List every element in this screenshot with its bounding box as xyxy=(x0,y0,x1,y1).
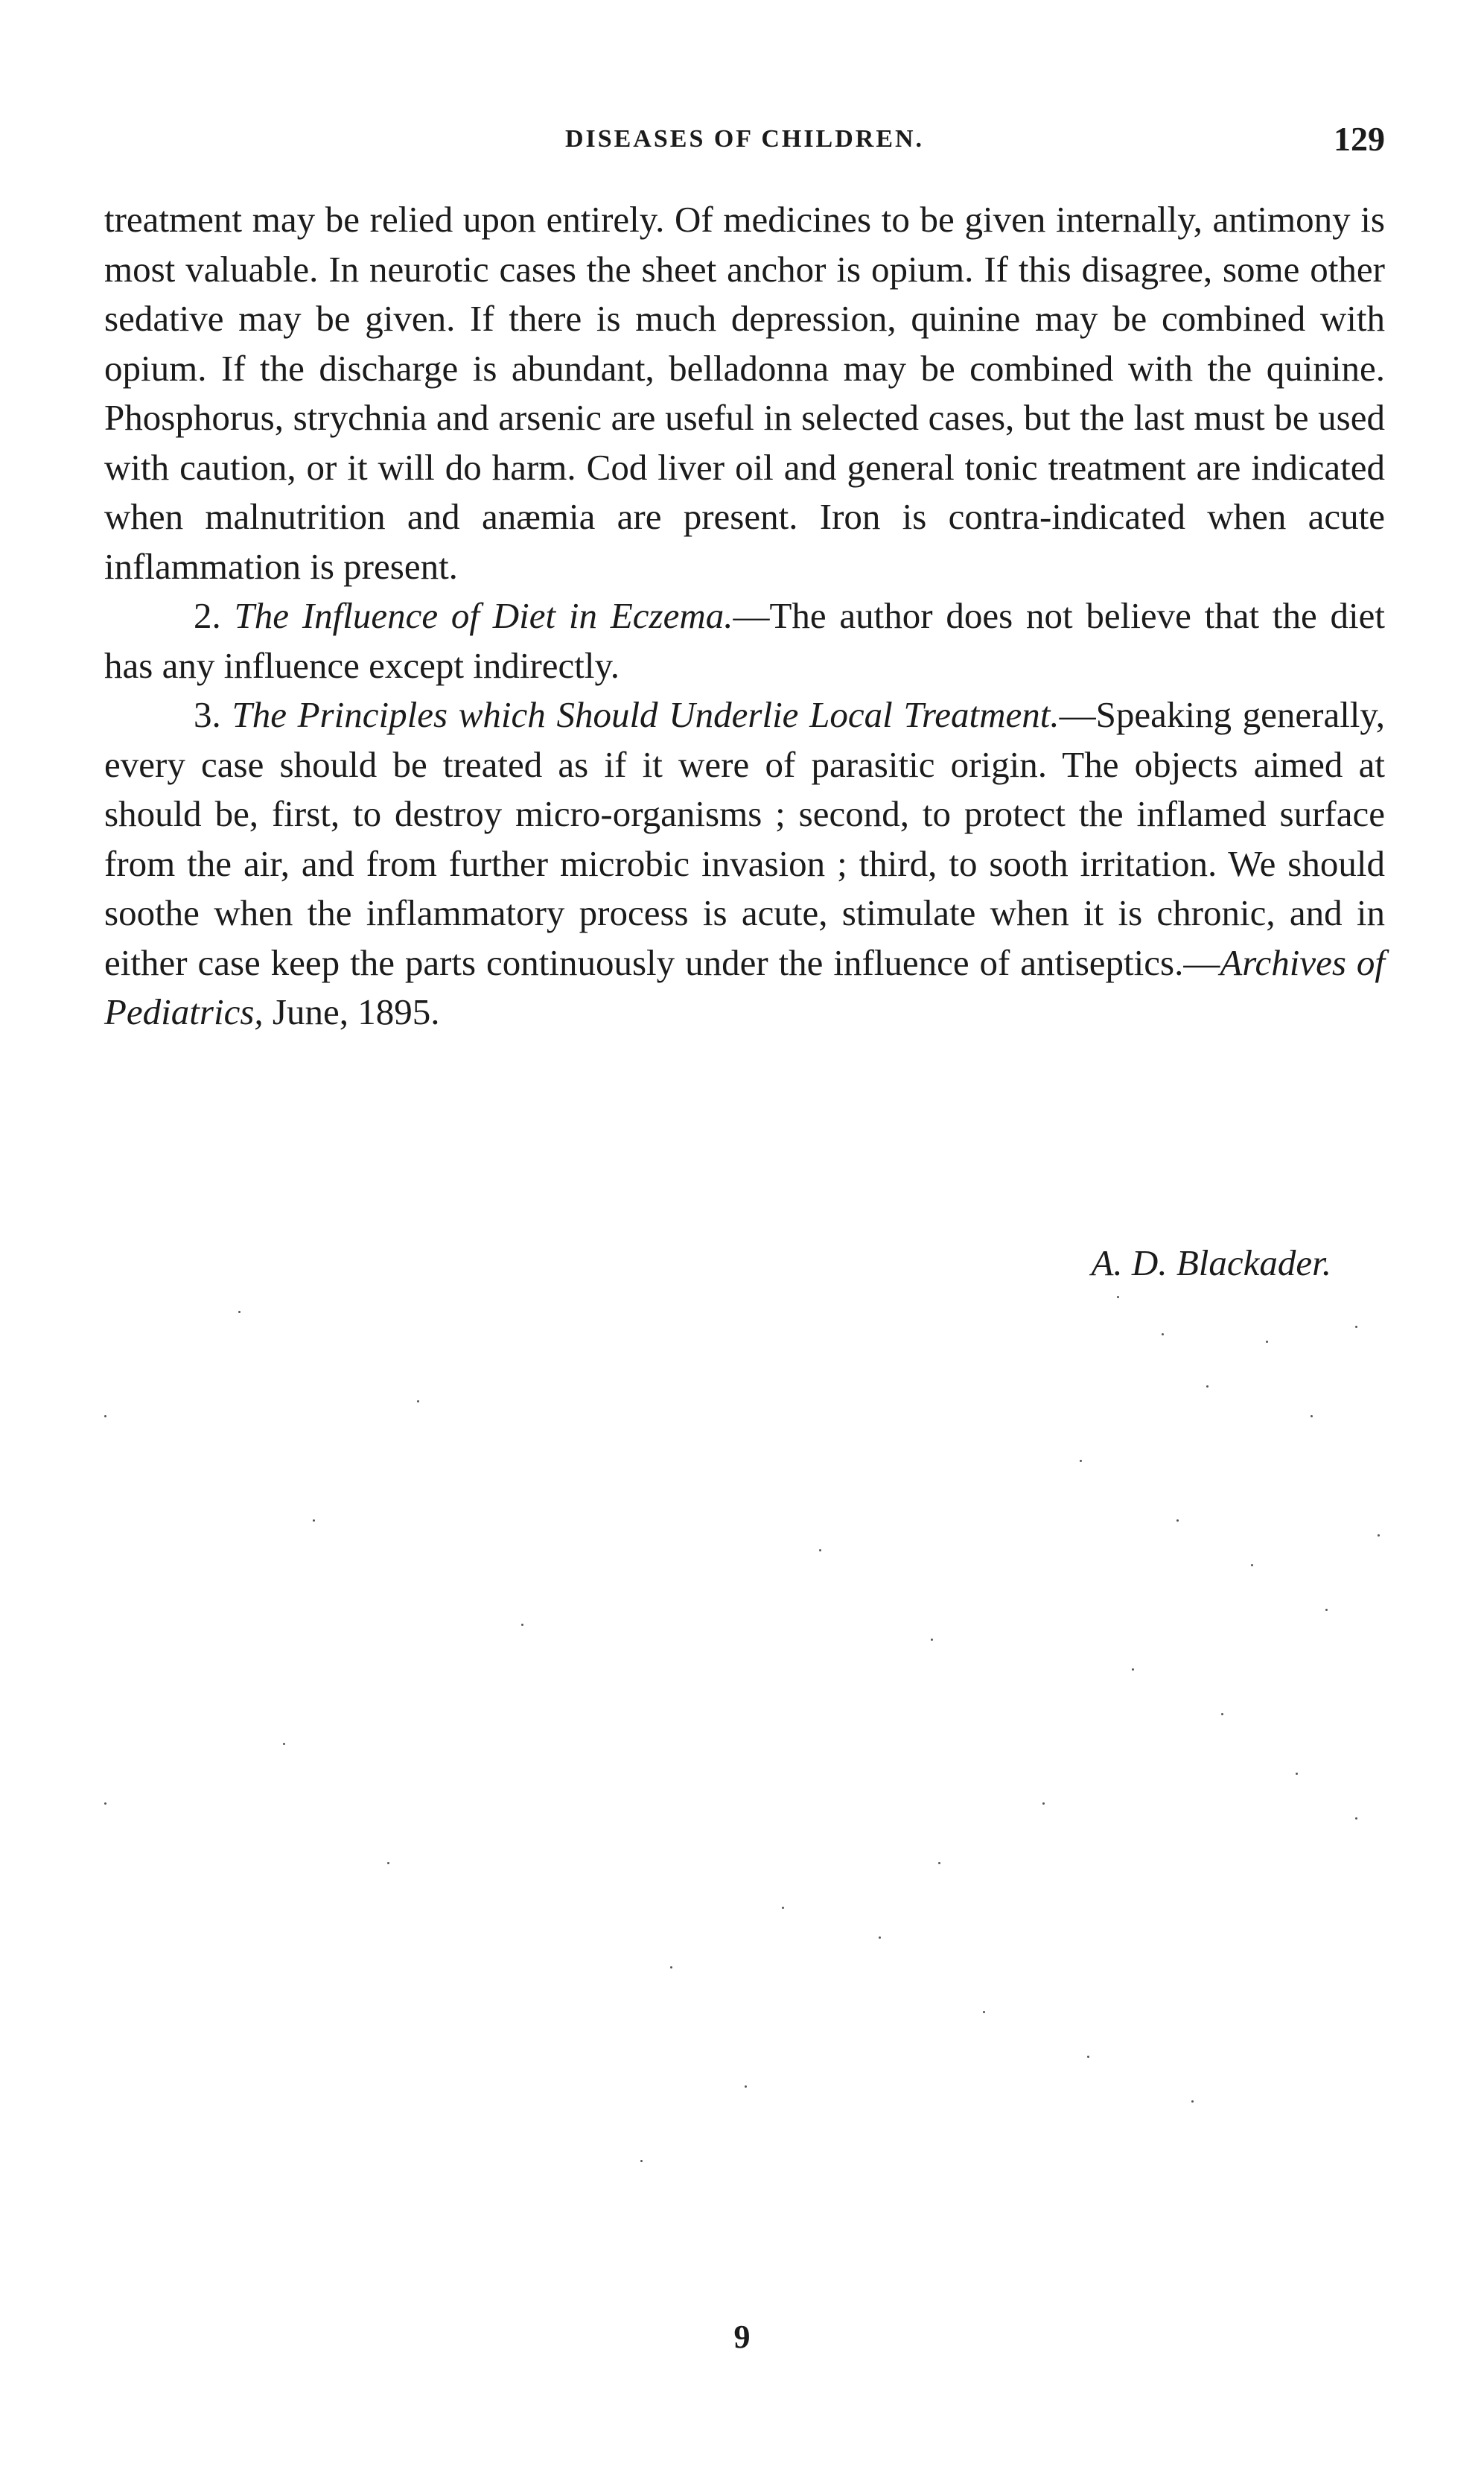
source-date: June, 1895. xyxy=(263,991,440,1032)
paragraph-treatment: treatment may be relied upon entirely. Of medicines to be given internally, antimony is most valuable. In neurotic cases the sheet anchor is opium. If this disagree, some other sedative may be given. If there is much depression, quinine may be combined with opium. If the discharge is abundant, belladonna may be combined with the quinine. Phosphorus, strychnia and arsenic are useful in selected cases, but the last must be used with caution, or it will do harm. Cod liver oil and general tonic treatment are indicated when malnutrition and anæmia are present. Iron is contra-indicated when acute inflammation is present. xyxy=(104,199,1385,587)
body-text xyxy=(104,195,1385,1038)
em-dash: — xyxy=(1059,694,1096,735)
source-journal: Archives of Pediatrics, xyxy=(104,941,1385,1032)
item-text: Speaking generally, every case should be treated as if it were of parasitic origin. The objects aimed at should be, first, to destroy micro-organisms ; second, to protect the inflamed surface from the air, and from further microbic invasion ; third, to sooth irritation. We should soothe when the inflammatory process is acute, stimulate when it is chronic, and in either case keep the parts continuously under the influence of antiseptics. xyxy=(104,694,1385,983)
page-number: 129 xyxy=(1334,120,1385,158)
running-title: DISEASES OF CHILDREN. xyxy=(564,125,925,153)
item-number: 2. xyxy=(194,595,221,636)
item-title: The Influence of Diet in Eczema. xyxy=(234,595,733,636)
em-dash: — xyxy=(1183,941,1220,983)
item-number: 3. xyxy=(194,694,221,735)
item-local-treatment xyxy=(104,690,1385,1038)
signature-folio: 9 xyxy=(733,2319,751,2355)
item-text: The author does not believe that the diet has any influence except indirectly. xyxy=(104,595,1385,686)
em-dash: — xyxy=(733,595,770,636)
item-title: The Principles which Should Underlie Local Treatment. xyxy=(232,694,1060,735)
item-diet-in-eczema xyxy=(104,591,1385,690)
running-head xyxy=(104,119,1385,164)
author-signature: A. D. Blackader. xyxy=(1091,1242,1331,1283)
